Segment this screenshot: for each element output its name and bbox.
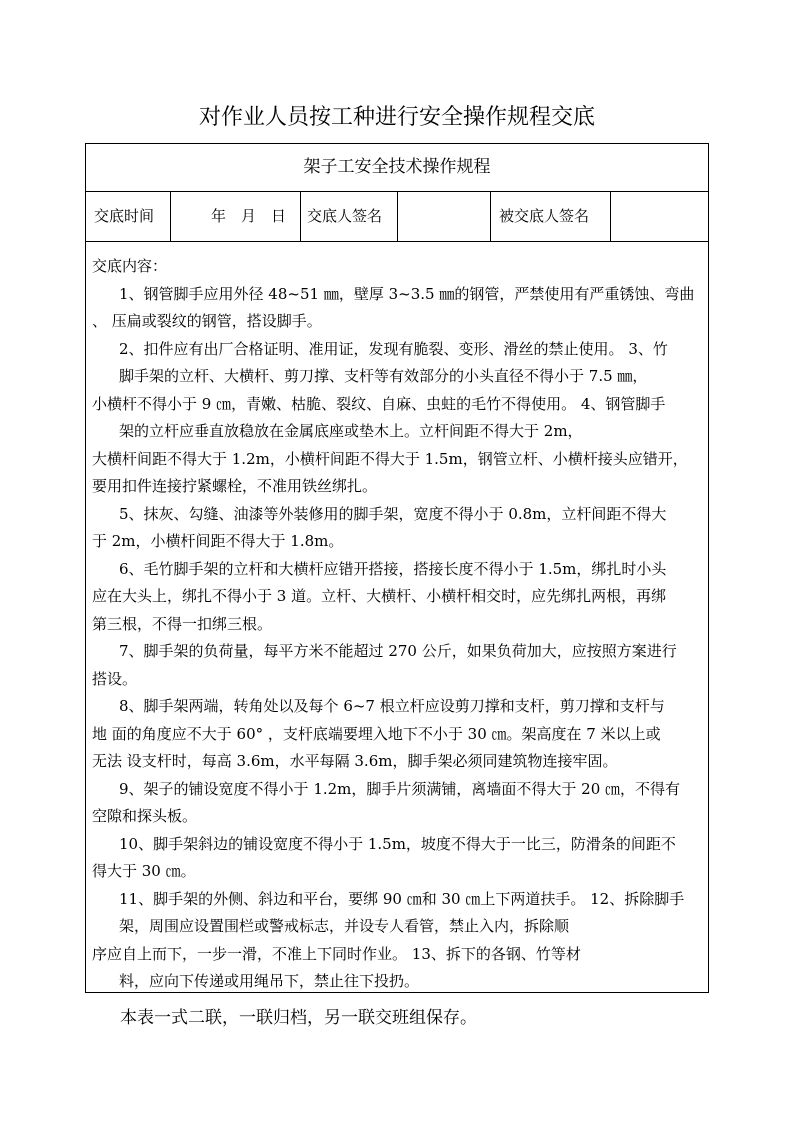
document-title: 对作业人员按工种进行安全操作规程交底 <box>198 105 595 130</box>
content-line: 大横杆间距不得大于 1.2m，小横杆间距不得大于 1.5m，钢管立杆、小横杆接头应错开， <box>92 450 688 468</box>
content-line: 架的立杆应垂直放稳放在金属底座或垫木上。立杆间距不得大于 2m， <box>119 422 583 440</box>
disclosure-table <box>85 143 709 993</box>
content-line: 小横杆不得小于 9 ㎝，青嫩、枯脆、裂纹、自麻、虫蛀的毛竹不得使用。 4、钢管脚手 <box>92 395 666 413</box>
content-line: 1、钢管脚手应用外径 48~51 ㎜，壁厚 3~3.5 ㎜的钢管，严禁使用有严重锈蚀、弯曲 <box>119 285 695 303</box>
content-line: 10、脚手架斜边的铺设宽度不得小于 1.5m，坡度不得大于一比三，防滑条的间距不 <box>119 835 676 853</box>
discloser-label: 交底人签名 <box>301 191 398 241</box>
content-line: 第三根，不得一扣绑三根。 <box>92 615 273 633</box>
content-line: 要用扣件连接拧紧螺栓，不准用铁丝绑扎。 <box>92 477 378 495</box>
content-line: 7、脚手架的负荷量，每平方米不能超过 270 公斤，如果负荷加大，应按照方案进行 <box>119 642 677 660</box>
discloser-signature-field[interactable] <box>398 191 491 241</box>
content-line: 8、脚手架两端，转角处以及每个 6~7 根立杆应设剪刀撑和支杆，剪刀撑和支杆与 <box>119 697 665 715</box>
table-subtitle: 架子工安全技术操作规程 <box>86 144 708 192</box>
date-field[interactable]: 年 月 日 <box>171 191 301 241</box>
content-line: 空隙和探头板。 <box>92 807 198 825</box>
content-line: 于 2m，小横杆间距不得大于 1.8m。 <box>92 532 344 550</box>
content-line: 料，应向下传递或用绳吊下，禁止往下投扔。 <box>119 972 420 990</box>
info-row <box>86 191 708 242</box>
content-line: 无法 设支杆时，每高 3.6m，水平每隔 3.6m，脚手架必须同建筑物连接牢固。 <box>92 752 618 770</box>
content-line: 、 压扁或裂纹的钢管，搭设脚手。 <box>92 312 322 330</box>
content-line: 应在大头上，绑扎不得小于 3 道。立杆、大横杆、小横杆相交时，应先绑扎两根，再绑 <box>92 587 667 605</box>
content-line: 序应自上而下，一步一滑，不准上下同时作业。 13、拆下的各钢、竹等材 <box>92 945 581 963</box>
date-label: 交底时间 <box>86 191 171 241</box>
content-line: 地 面的角度应不大于 60° ，支杆底端要埋入地下不小于 30 ㎝。架高度在 7 米以上或 <box>92 725 661 743</box>
content-line: 架，周围应设置围栏或警戒标志，并设专人看管，禁止入内，拆除顺 <box>119 917 570 935</box>
content-line: 得大于 30 ㎝。 <box>92 862 196 880</box>
content-label: 交底内容： <box>92 257 168 275</box>
footer-note: 本表一式二联，一联归档，另一联交班组保存。 <box>120 1008 477 1028</box>
content-line: 6、毛竹脚手架的立杆和大横杆应错开搭接，搭接长度不得小于 1.5m，绑扎时小头 <box>119 560 667 578</box>
recipient-label: 被交底人签名 <box>491 191 611 241</box>
content-line: 5、抹灰、勾缝、油漆等外装修用的脚手架，宽度不得小于 0.8m，立杆间距不得大 <box>119 505 667 523</box>
content-line: 搭设。 <box>92 670 138 688</box>
content-line: 2、扣件应有出厂合格证明、准用证，发现有脆裂、变形、滑丝的禁止使用。 3、竹 <box>119 340 668 358</box>
content-line: 脚手架的立杆、大横杆、剪刀撑、支杆等有效部分的小头直径不得小于 7.5 ㎜， <box>119 367 648 385</box>
content-line: 11、脚手架的外侧、斜边和平台，要绑 90 ㎝和 30 ㎝上下两道扶手。 12、拆除脚手 <box>119 890 685 908</box>
recipient-signature-field[interactable] <box>611 191 710 241</box>
content-line: 9、架子的铺设宽度不得小于 1.2m，脚手片须满铺，离墙面不得大于 20 ㎝，不得有 <box>119 780 681 798</box>
